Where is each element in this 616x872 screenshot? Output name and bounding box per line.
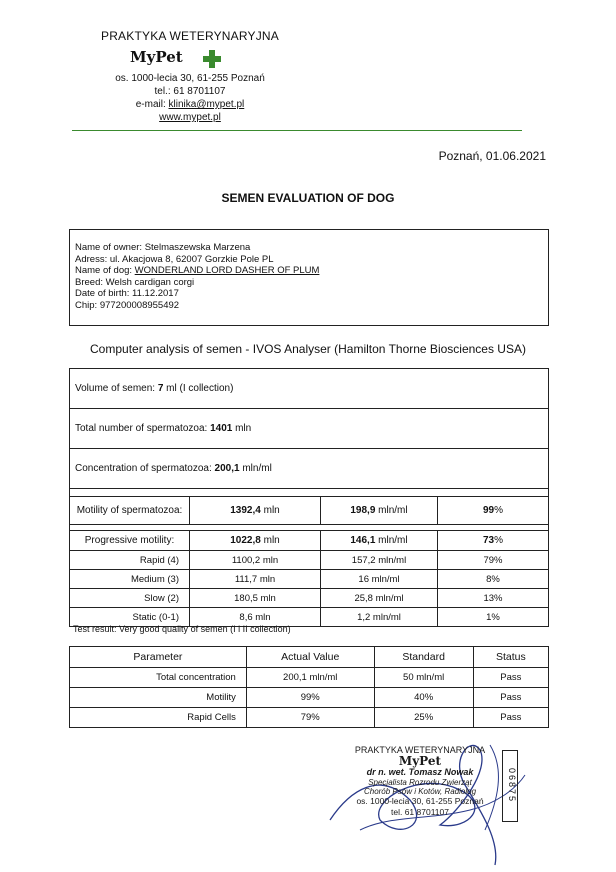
logo <box>130 48 230 68</box>
motility-row: Motility of spermatozoa: 1392,4 mln 198,9 mln/ml 99% <box>70 497 549 525</box>
clinic-email: e-mail: klinika@mypet.pl <box>135 99 245 110</box>
motility-label: Motility of spermatozoa: <box>70 497 190 525</box>
motility-subrow: Static (0-1) 8,6 mln 1,2 mln/ml 1% <box>70 608 549 627</box>
volume-value: 7 <box>157 383 164 394</box>
spacer-row <box>70 489 549 497</box>
owner-info-box <box>69 229 549 326</box>
vet-cross-icon <box>203 50 221 68</box>
comparison-table <box>69 646 549 728</box>
table-row: Rapid Cells 79% 25% Pass <box>70 708 549 728</box>
dog-name-line: Name of dog: WONDERLAND LORD DASHER OF PLUM <box>75 265 320 276</box>
dog-chip: Chip: 977200008955492 <box>75 299 180 311</box>
test-result: Test result: Very good quality of semen (I i II collection) <box>73 624 291 634</box>
website-link[interactable]: www.mypet.pl <box>159 112 221 123</box>
stamp-logo: MyPet <box>398 754 442 768</box>
stamp-phone: tel. 61 8701107 <box>391 807 449 817</box>
comparison-header-row <box>70 647 549 668</box>
total-value: 1401 <box>210 423 233 434</box>
clinic-name: PRAKTYKA WETERYNARYJNA <box>100 29 279 43</box>
motility-subrow: Slow (2) 180,5 mln 25,8 mln/ml 13% <box>70 589 549 608</box>
clinic-contact <box>70 72 310 124</box>
total-row: Total number of spermatozoa: 1401 mln <box>70 409 549 449</box>
doctor-stamp <box>340 745 500 830</box>
dog-dob: Date of birth: 11.12.2017 <box>75 288 179 299</box>
motility-subrow: Rapid (4) 1100,2 mln 157,2 mln/ml 79% <box>70 551 549 570</box>
motility-subrow: Medium (3) 111,7 mln 16 mln/ml 8% <box>70 570 549 589</box>
concentration-value: 200,1 <box>214 463 240 474</box>
logo-text: MyPet <box>130 48 183 66</box>
stamp-address: os. 1000-lecia 30, 61-255 Poznań <box>356 796 484 806</box>
email-link[interactable]: klinika@mypet.pl <box>168 99 245 110</box>
dog-name: WONDERLAND LORD DASHER OF PLUM <box>134 265 320 276</box>
stamp-spec-2: Chorób Psów i Kotów, Radiolog <box>363 787 477 796</box>
clinic-phone: tel.: 61 8701107 <box>154 86 226 97</box>
owner-name: Name of owner: Stelmaszewska Marzena <box>75 242 251 253</box>
owner-address: Adress: ul. Akacjowa 8, 62007 Gorzkie Pole PL <box>75 253 274 265</box>
volume-row: Volume of semen: 7 ml (I collection) <box>70 369 549 409</box>
concentration-row: Concentration of spermatozoa: 200,1 mln/ml <box>70 449 549 489</box>
stamp-spec-1: Specjalista Rozrodu Zwierząt <box>368 778 472 787</box>
stamp-number: 06875 <box>502 750 518 822</box>
progressive-label: Progressive motility: <box>70 531 190 551</box>
table-row: Motility 99% 40% Pass <box>70 688 549 708</box>
progressive-row: Progressive motility: 1022,8 mln 146,1 mln/ml 73% <box>70 531 549 551</box>
dog-breed: Breed: Welsh cardigan corgi <box>75 276 195 288</box>
col-actual: Actual Value <box>246 647 374 668</box>
clinic-address: os. 1000-lecia 30, 61-255 Poznań <box>115 73 265 84</box>
stamp-doctor: dr n. wet. Tomasz Nowak <box>366 767 474 777</box>
stamp-clinic: PRAKTYKA WETERYNARYJNA <box>354 745 486 755</box>
col-standard: Standard <box>374 647 473 668</box>
semen-results-table <box>69 368 549 627</box>
document-date: Poznań, 01.06.2021 <box>438 149 546 163</box>
header-divider <box>72 130 522 131</box>
col-status: Status <box>473 647 548 668</box>
col-parameter: Parameter <box>70 647 247 668</box>
table-row: Total concentration 200,1 mln/ml 50 mln/ml Pass <box>70 668 549 688</box>
analysis-title: Computer analysis of semen - IVOS Analyser (Hamilton Thorne Biosciences USA) <box>90 342 526 356</box>
document-title: SEMEN EVALUATION OF DOG <box>221 191 395 205</box>
